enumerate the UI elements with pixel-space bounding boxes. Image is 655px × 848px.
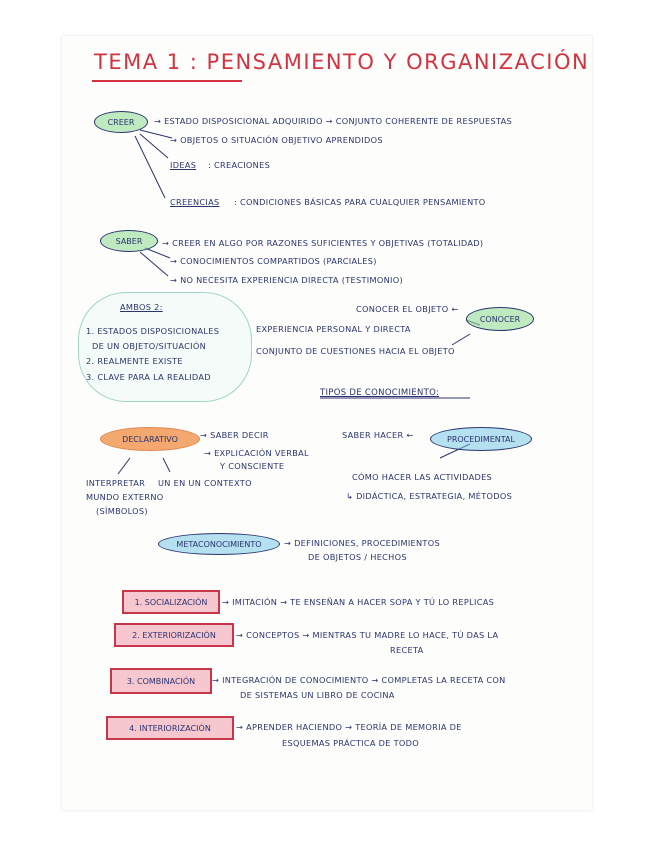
declarativo-line-1: → SABER DECIR [200, 430, 269, 440]
conocer-line-3: CONJUNTO DE CUESTIONES HACIA EL OBJETO [256, 346, 455, 356]
conocer-line-2: EXPERIENCIA PERSONAL Y DIRECTA [256, 324, 411, 334]
page-title: TEMA 1 : PENSAMIENTO Y ORGANIZACIÓN [94, 50, 590, 74]
step-2-text: → CONCEPTOS → MIENTRAS TU MADRE LO HACE, TÚ DAS LA [236, 630, 499, 640]
declarativo-line-5: UN EN UN CONTEXTO [158, 478, 252, 488]
ambos-line-2: DE UN OBJETO/SITUACIÓN [92, 341, 207, 351]
creencias-label: CREENCIAS [170, 197, 220, 207]
step-4-text: → APRENDER HACIENDO → TEORÍA DE MEMORIA DE [236, 722, 462, 732]
declarativo-line-6: MUNDO EXTERNO [86, 492, 164, 502]
step-4-text-2: ESQUEMAS PRÁCTICA DE TODO [282, 738, 420, 748]
procedimental-line-2: CÓMO HACER LAS ACTIVIDADES [352, 472, 493, 482]
declarativo-line-2: → EXPLICACIÓN VERBAL [204, 448, 309, 458]
creer-line-1: → ESTADO DISPOSICIONAL ADQUIRIDO → CONJUNTO COHERENTE DE RESPUESTAS [154, 116, 513, 126]
saber-line-1: → CREER EN ALGO POR RAZONES SUFICIENTES Y OBJETIVAS (TOTALIDAD) [162, 238, 484, 248]
declarativo-line-3: Y CONSCIENTE [220, 461, 285, 471]
ideas-label: IDEAS [170, 160, 197, 170]
step-3-text-2: DE SISTEMAS UN LIBRO DE COCINA [240, 690, 395, 700]
step-1-box: 1. SOCIALIZACIÓN [122, 590, 220, 614]
saber-line-3: → NO NECESITA EXPERIENCIA DIRECTA (TESTIMONIO) [170, 275, 403, 285]
saber-line-2: → CONOCIMIENTOS COMPARTIDOS (PARCIALES) [170, 256, 377, 266]
conocer-line-1: CONOCER EL OBJETO ← [356, 304, 459, 314]
creer-node: CREER [94, 111, 148, 133]
creencias-text: : CONDICIONES BÁSICAS PARA CUALQUIER PENSAMIENTO [234, 197, 486, 207]
ambos-line-3: 2. REALMENTE EXISTE [86, 356, 183, 366]
tipos-heading: TIPOS DE CONOCIMIENTO: [320, 388, 440, 398]
step-1-text: → IMITACIÓN → TE ENSEÑAN A HACER SOPA Y TÚ LO REPLICAS [222, 597, 495, 607]
declarativo-line-4: INTERPRETAR [86, 478, 146, 488]
metaconocimiento-node: METACONOCIMIENTO [158, 533, 280, 555]
step-3-text: → INTEGRACIÓN DE CONOCIMIENTO → COMPLETAS LA RECETA CON [212, 675, 506, 685]
creer-line-2: → OBJETOS O SITUACIÓN OBJETIVO APRENDIDOS [170, 135, 383, 145]
ideas-text: : CREACIONES [208, 160, 271, 170]
meta-line-2: DE OBJETOS / HECHOS [308, 552, 407, 562]
step-2-text-2: RECETA [390, 645, 424, 655]
meta-line-1: → DEFINICIONES, PROCEDIMIENTOS [284, 538, 440, 548]
procedimental-node: PROCEDIMENTAL [430, 427, 532, 451]
ambos-line-4: 3. CLAVE PARA LA REALIDAD [86, 372, 211, 382]
declarativo-node: DECLARATIVO [100, 427, 200, 451]
procedimental-line-3: ↳ DIDÁCTICA, ESTRATEGIA, MÉTODOS [346, 491, 513, 501]
declarativo-line-7: (SÍMBOLOS) [96, 506, 148, 516]
step-4-box: 4. INTERIORIZACIÓN [106, 716, 234, 740]
ambos-title: AMBOS 2: [120, 302, 163, 312]
conocer-node: CONOCER [466, 307, 534, 331]
procedimental-line-1: SABER HACER ← [342, 430, 414, 440]
saber-node: SABER [100, 230, 158, 252]
step-3-box: 3. COMBINACIÓN [110, 668, 212, 694]
ambos-line-1: 1. ESTADOS DISPOSICIONALES [86, 326, 220, 336]
step-2-box: 2. EXTERIORIZACIÓN [114, 623, 234, 647]
